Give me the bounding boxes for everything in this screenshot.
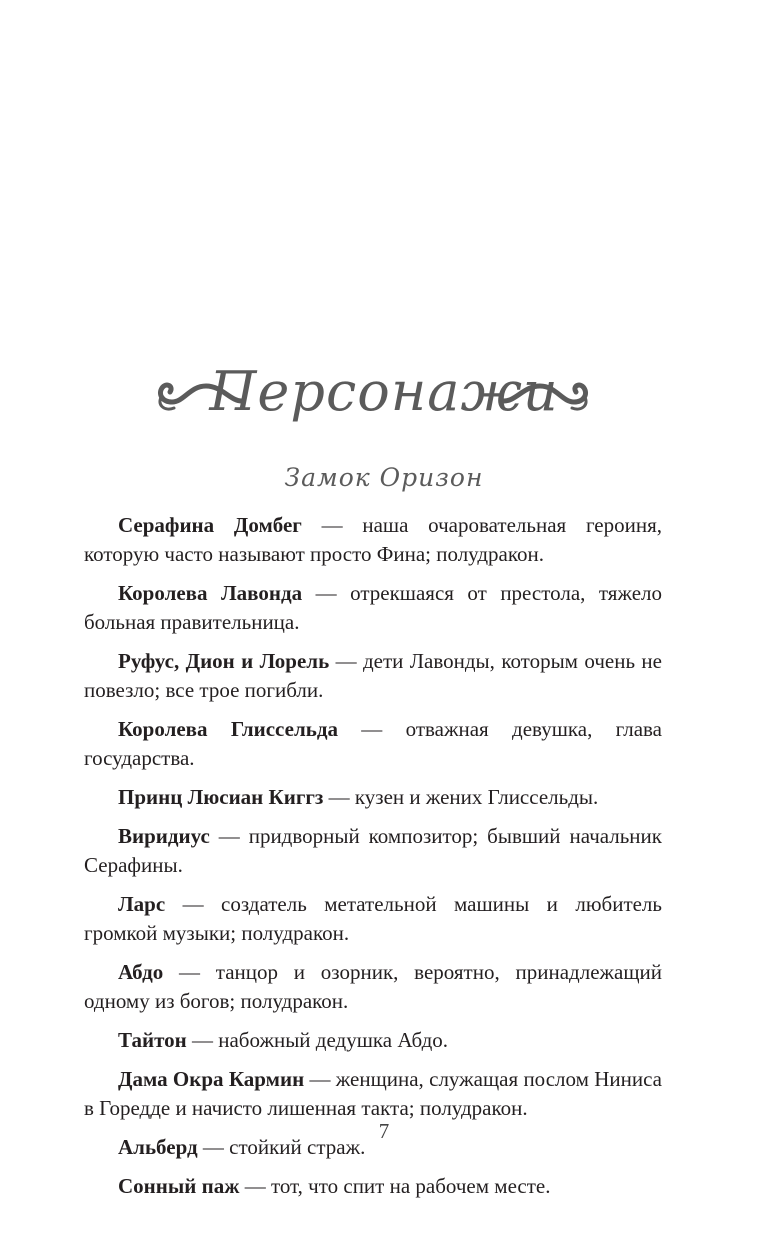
character-entry <box>84 511 662 569</box>
character-description: — отрекшаяся от престола, тяжело больная правительница. <box>84 581 662 634</box>
character-entry <box>84 647 662 705</box>
character-description: — дети Лавонды, которым очень не повезло; все трое погибли. <box>84 649 662 702</box>
character-name: Тайтон <box>118 1028 187 1052</box>
character-entry <box>84 1172 662 1201</box>
character-description: — женщина, служащая послом Ниниса в Горедде и начисто лишенная такта; полудракон. <box>84 1067 662 1120</box>
character-name: Сонный паж <box>118 1174 240 1198</box>
character-name: Королева Лавонда <box>118 581 303 605</box>
chapter-title: Персонажи <box>209 360 559 423</box>
character-name: Альберд <box>118 1135 198 1159</box>
character-entry <box>84 783 662 812</box>
character-description: — наша очаровательная героиня, которую часто называют просто Фина; полудракон. <box>84 513 662 566</box>
character-name: Принц Люсиан Киггз <box>118 785 324 809</box>
character-name: Дама Окра Кармин <box>118 1067 305 1091</box>
character-description: — набожный дедушка Абдо. <box>186 1028 449 1052</box>
character-name: Ларс <box>118 892 166 916</box>
character-name: Виридиус <box>118 824 210 848</box>
character-list <box>84 511 662 1211</box>
character-entry <box>84 1026 662 1055</box>
character-name: Абдо <box>118 960 164 984</box>
character-entry <box>84 822 662 880</box>
character-entry <box>84 890 662 948</box>
character-description: — стойкий страж. <box>197 1135 366 1159</box>
character-description: — отважная девушка, глава государства. <box>84 717 662 770</box>
character-entry <box>84 958 662 1016</box>
character-description: — кузен и жених Глиссельды. <box>323 785 599 809</box>
character-name: Королева Глиссельда <box>118 717 338 741</box>
character-description: — создатель метательной машины и любитель громкой музыки; полудракон. <box>84 892 662 945</box>
character-name: Серафина Домбег <box>118 513 302 537</box>
character-description: — танцор и озорник, вероятно, принадлежащий одному из богов; полудракон. <box>84 960 662 1013</box>
character-name: Руфус, Дион и Лорель <box>118 649 330 673</box>
character-description: — тот, что спит на рабочем месте. <box>239 1174 551 1198</box>
character-entry <box>84 579 662 637</box>
right-scroll-flourish-icon <box>500 374 596 414</box>
character-description: — придворный композитор; бывший начальник Серафины. <box>84 824 662 877</box>
chapter-heading <box>0 352 768 432</box>
character-entry <box>84 1065 662 1123</box>
section-title: Замок Оризон <box>284 463 484 492</box>
character-entry <box>84 715 662 773</box>
page-number: 7 <box>378 1119 390 1143</box>
